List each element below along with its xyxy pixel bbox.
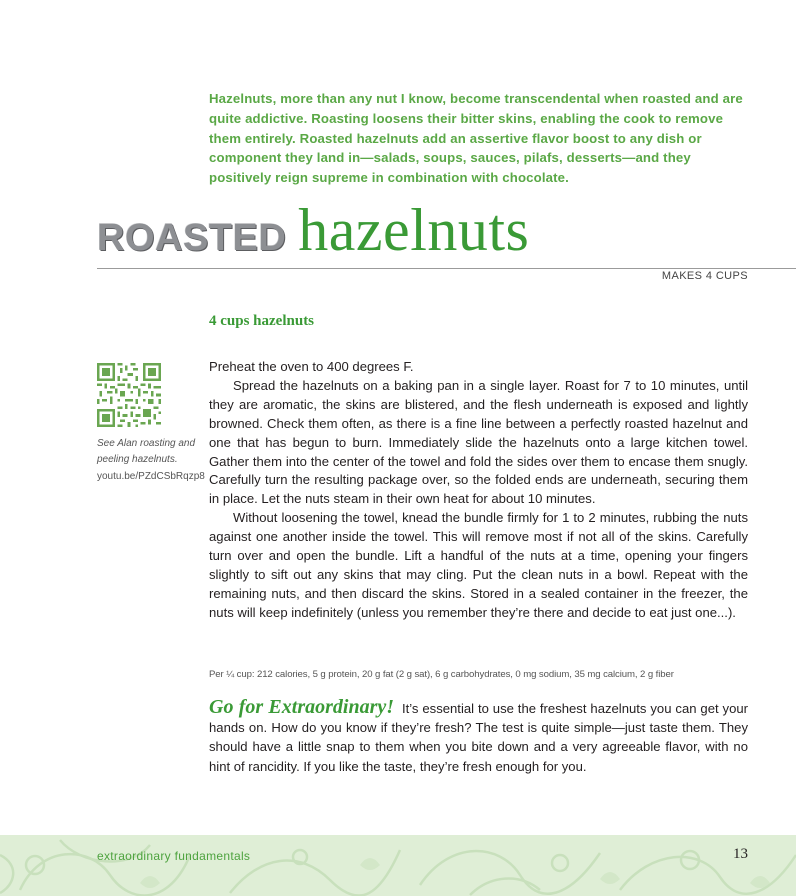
method-step: Preheat the oven to 400 degrees F. xyxy=(209,359,414,374)
ingredient-item: 4 cups hazelnuts xyxy=(209,313,315,329)
nutrition-info: Per ¼ cup: 212 calories, 5 g protein, 20 g fat (2 g sat), 6 g carbohydrates, 0 mg sodium, 35 mg calcium, 2 g fiber xyxy=(209,669,674,680)
tip-text: It’s essential to use the freshest hazelnuts you can get your hands on. How do you know if they’re fresh? The test is quite simple—just taste them. They should have a little snap to them when you bite down and a very agreeable flavor, with no hint of rancidity. If you like the taste, they’re fresh enough for you. xyxy=(209,701,749,774)
tip-heading: Go for Extraordinary! xyxy=(209,696,395,718)
video-caption: See Alan roasting and peeling hazelnuts. xyxy=(97,438,196,465)
title-word-roasted: ROASTED xyxy=(97,217,287,259)
title-divider xyxy=(97,268,796,269)
video-link[interactable]: youtu.be/PZdCSbRqzp8 xyxy=(97,471,205,482)
footer-flourish-pattern xyxy=(0,835,796,896)
page-number: 13 xyxy=(733,846,748,862)
video-sidenote xyxy=(97,436,207,485)
page-footer xyxy=(0,835,796,896)
yield-label: MAKES 4 CUPS xyxy=(661,270,748,282)
recipe-title xyxy=(97,196,529,265)
tip-box xyxy=(209,698,748,776)
method-step: Spread the hazelnuts on a baking pan in a single layer. Roast for 7 to 10 minutes, until they are aromatic, the skins are blistered, and the flesh underneath is exposed and lightly browned. Check them often, as there is a fine line between a perfectly roasted hazelnut and one that has begun to burn. Immediately slide the hazelnuts onto a large kitchen towel. Gather them into the center of the towel and fold the sides over them to encase them snugly. Carefully turn the resulting package over, so the folded ends are underneath, securing them in place. Let the nuts steam in their own heat for about 10 minutes. xyxy=(209,377,748,507)
qr-code-icon[interactable] xyxy=(97,363,161,427)
intro-paragraph: Hazelnuts, more than any nut I know, become transcendental when roasted and are quite addictive. Roasting loosens their bitter skins, enabling the cook to remove them entirely. Roasted hazelnuts add an assertive flavor boost to any dish or component they land in—salads, soups, sauces, pilafs, desserts—and they positively reign supreme in combination with chocolate. xyxy=(209,91,743,186)
method-step: Without loosening the towel, knead the bundle firmly for 1 to 2 minutes, rubbing the nuts against one another inside the towel. This will remove most if not all of the skins. Carefully turn over and open the bundle. Lift a handful of the nuts at a time, opening your fingers slightly to sift out any skins that may cling. Put the clean nuts in a bowl. Repeat with the remaining nuts, and then discard the skins. Stored in a sealed container in the freezer, the nuts will keep indefinitely (unless you remember they’re there and decide to eat just one...). xyxy=(209,510,748,620)
title-word-hazelnuts: hazelnuts xyxy=(298,197,530,263)
footer-section-title: extraordinary fundamentals xyxy=(97,849,251,863)
method-text xyxy=(209,358,748,623)
